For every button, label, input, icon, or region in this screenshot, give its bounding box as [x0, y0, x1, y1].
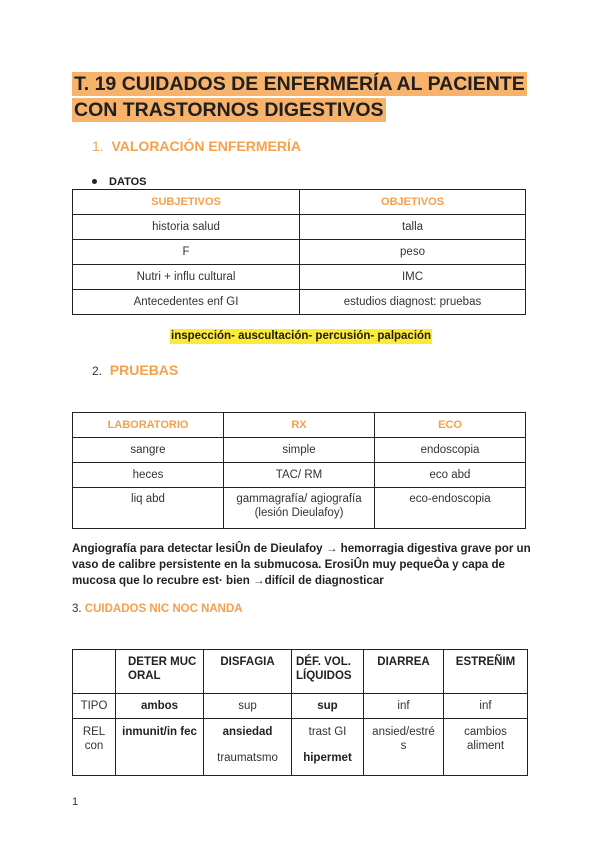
table-cell: IMC [300, 265, 526, 290]
table-row [73, 488, 526, 529]
section-2-number: 2. [92, 364, 103, 378]
table-cell: REL con [73, 719, 116, 776]
table-header-cell: DETER MUC ORAL [116, 650, 204, 694]
section-3-title: CUIDADOS NIC NOC NANDA [84, 603, 243, 615]
table-row [73, 438, 526, 463]
rel-hipermet: hipermet [303, 752, 352, 764]
table-cell: talla [300, 215, 526, 240]
section-2-title: PRUEBAS [109, 362, 179, 378]
table-cell: estudios diagnost: pruebas [300, 290, 526, 315]
table-cell: sup [204, 694, 292, 719]
table-cell [204, 719, 292, 776]
rel-trast-gi: trast GI [308, 726, 347, 738]
table-cell: TAC/ RM [224, 463, 375, 488]
table-cell: Antecedentes enf GI [73, 290, 300, 315]
pruebas-table [72, 412, 526, 529]
section-1-number: 1. [92, 138, 104, 154]
table-cell [292, 719, 364, 776]
table-row [73, 265, 526, 290]
rel-ansiedad: ansiedad [222, 726, 273, 738]
table-header-cell: ECO [375, 413, 526, 438]
table-cell: sangre [73, 438, 224, 463]
bullet-dot-icon [92, 179, 97, 184]
page-number: 1 [72, 796, 79, 808]
table-cell: ambos [116, 694, 204, 719]
datos-table [72, 189, 526, 315]
section-1-heading [92, 138, 301, 154]
table-header-cell: ESTREÑIM [444, 650, 528, 694]
table-header-row [73, 413, 526, 438]
section-1-title: VALORACIÓN ENFERMERÍA [111, 138, 301, 154]
table-cell: sup [292, 694, 364, 719]
table-cell: Nutri + influ cultural [73, 265, 300, 290]
table-header-cell: SUBJETIVOS [73, 190, 300, 215]
table-cell: historia salud [73, 215, 300, 240]
table-header-cell: RX [224, 413, 375, 438]
table-cell: endoscopia [375, 438, 526, 463]
section-3-heading [72, 603, 243, 615]
table-header-cell: DÉF. VOL. LÍQUIDOS [292, 650, 364, 694]
nic-noc-nanda-table [72, 649, 528, 776]
table-cell: F [73, 240, 300, 265]
table-cell: simple [224, 438, 375, 463]
table-cell: inf [444, 694, 528, 719]
table-cell: cambios aliment [444, 719, 528, 776]
table-header-row [73, 650, 528, 694]
table-row [73, 240, 526, 265]
dieulafoy-paragraph: Angiografía para detectar lesiÛn de Dieulafoy → hemorragia digestiva grave por un vaso de calibre persistente en la submucosa. ErosiÛn muy pequeÒa y capa de mucosa que lo recubre est· bien →difícil de diagnosticar [72, 542, 531, 587]
table-header-cell: LABORATORIO [73, 413, 224, 438]
rel-traumatismo: traumatsmo [217, 752, 278, 764]
document-title-line-1: T. 19 CUIDADOS DE ENFERMERÍA AL PACIENTE [74, 73, 525, 95]
section-3-number: 3. [72, 603, 82, 615]
table-cell: peso [300, 240, 526, 265]
table-cell: ansied/estré s [364, 719, 444, 776]
table-header-cell [73, 650, 116, 694]
table-cell: inmunit/in fec [116, 719, 204, 776]
table-cell: gammagrafía/ agiografía (lesión Dieulafoy) [224, 488, 375, 529]
table-row [73, 290, 526, 315]
table-cell: liq abd [73, 488, 224, 529]
table-row [73, 694, 528, 719]
table-header-cell: OBJETIVOS [300, 190, 526, 215]
table-header-cell: DIARREA [364, 650, 444, 694]
table-row [73, 463, 526, 488]
table-cell: eco-endoscopia [375, 488, 526, 529]
exploration-highlight: inspección- auscultación- percusión- palpación [171, 330, 432, 342]
datos-bullet [92, 176, 147, 188]
table-row [73, 215, 526, 240]
table-cell: eco abd [375, 463, 526, 488]
table-cell: heces [73, 463, 224, 488]
table-header-row [73, 190, 526, 215]
document-title-line-2: CON TRASTORNOS DIGESTIVOS [74, 99, 384, 121]
table-cell: TIPO [73, 694, 116, 719]
table-cell: inf [364, 694, 444, 719]
table-header-cell: DISFAGIA [204, 650, 292, 694]
datos-label: DATOS [109, 176, 147, 188]
table-row [73, 719, 528, 776]
section-2-heading [92, 362, 178, 378]
